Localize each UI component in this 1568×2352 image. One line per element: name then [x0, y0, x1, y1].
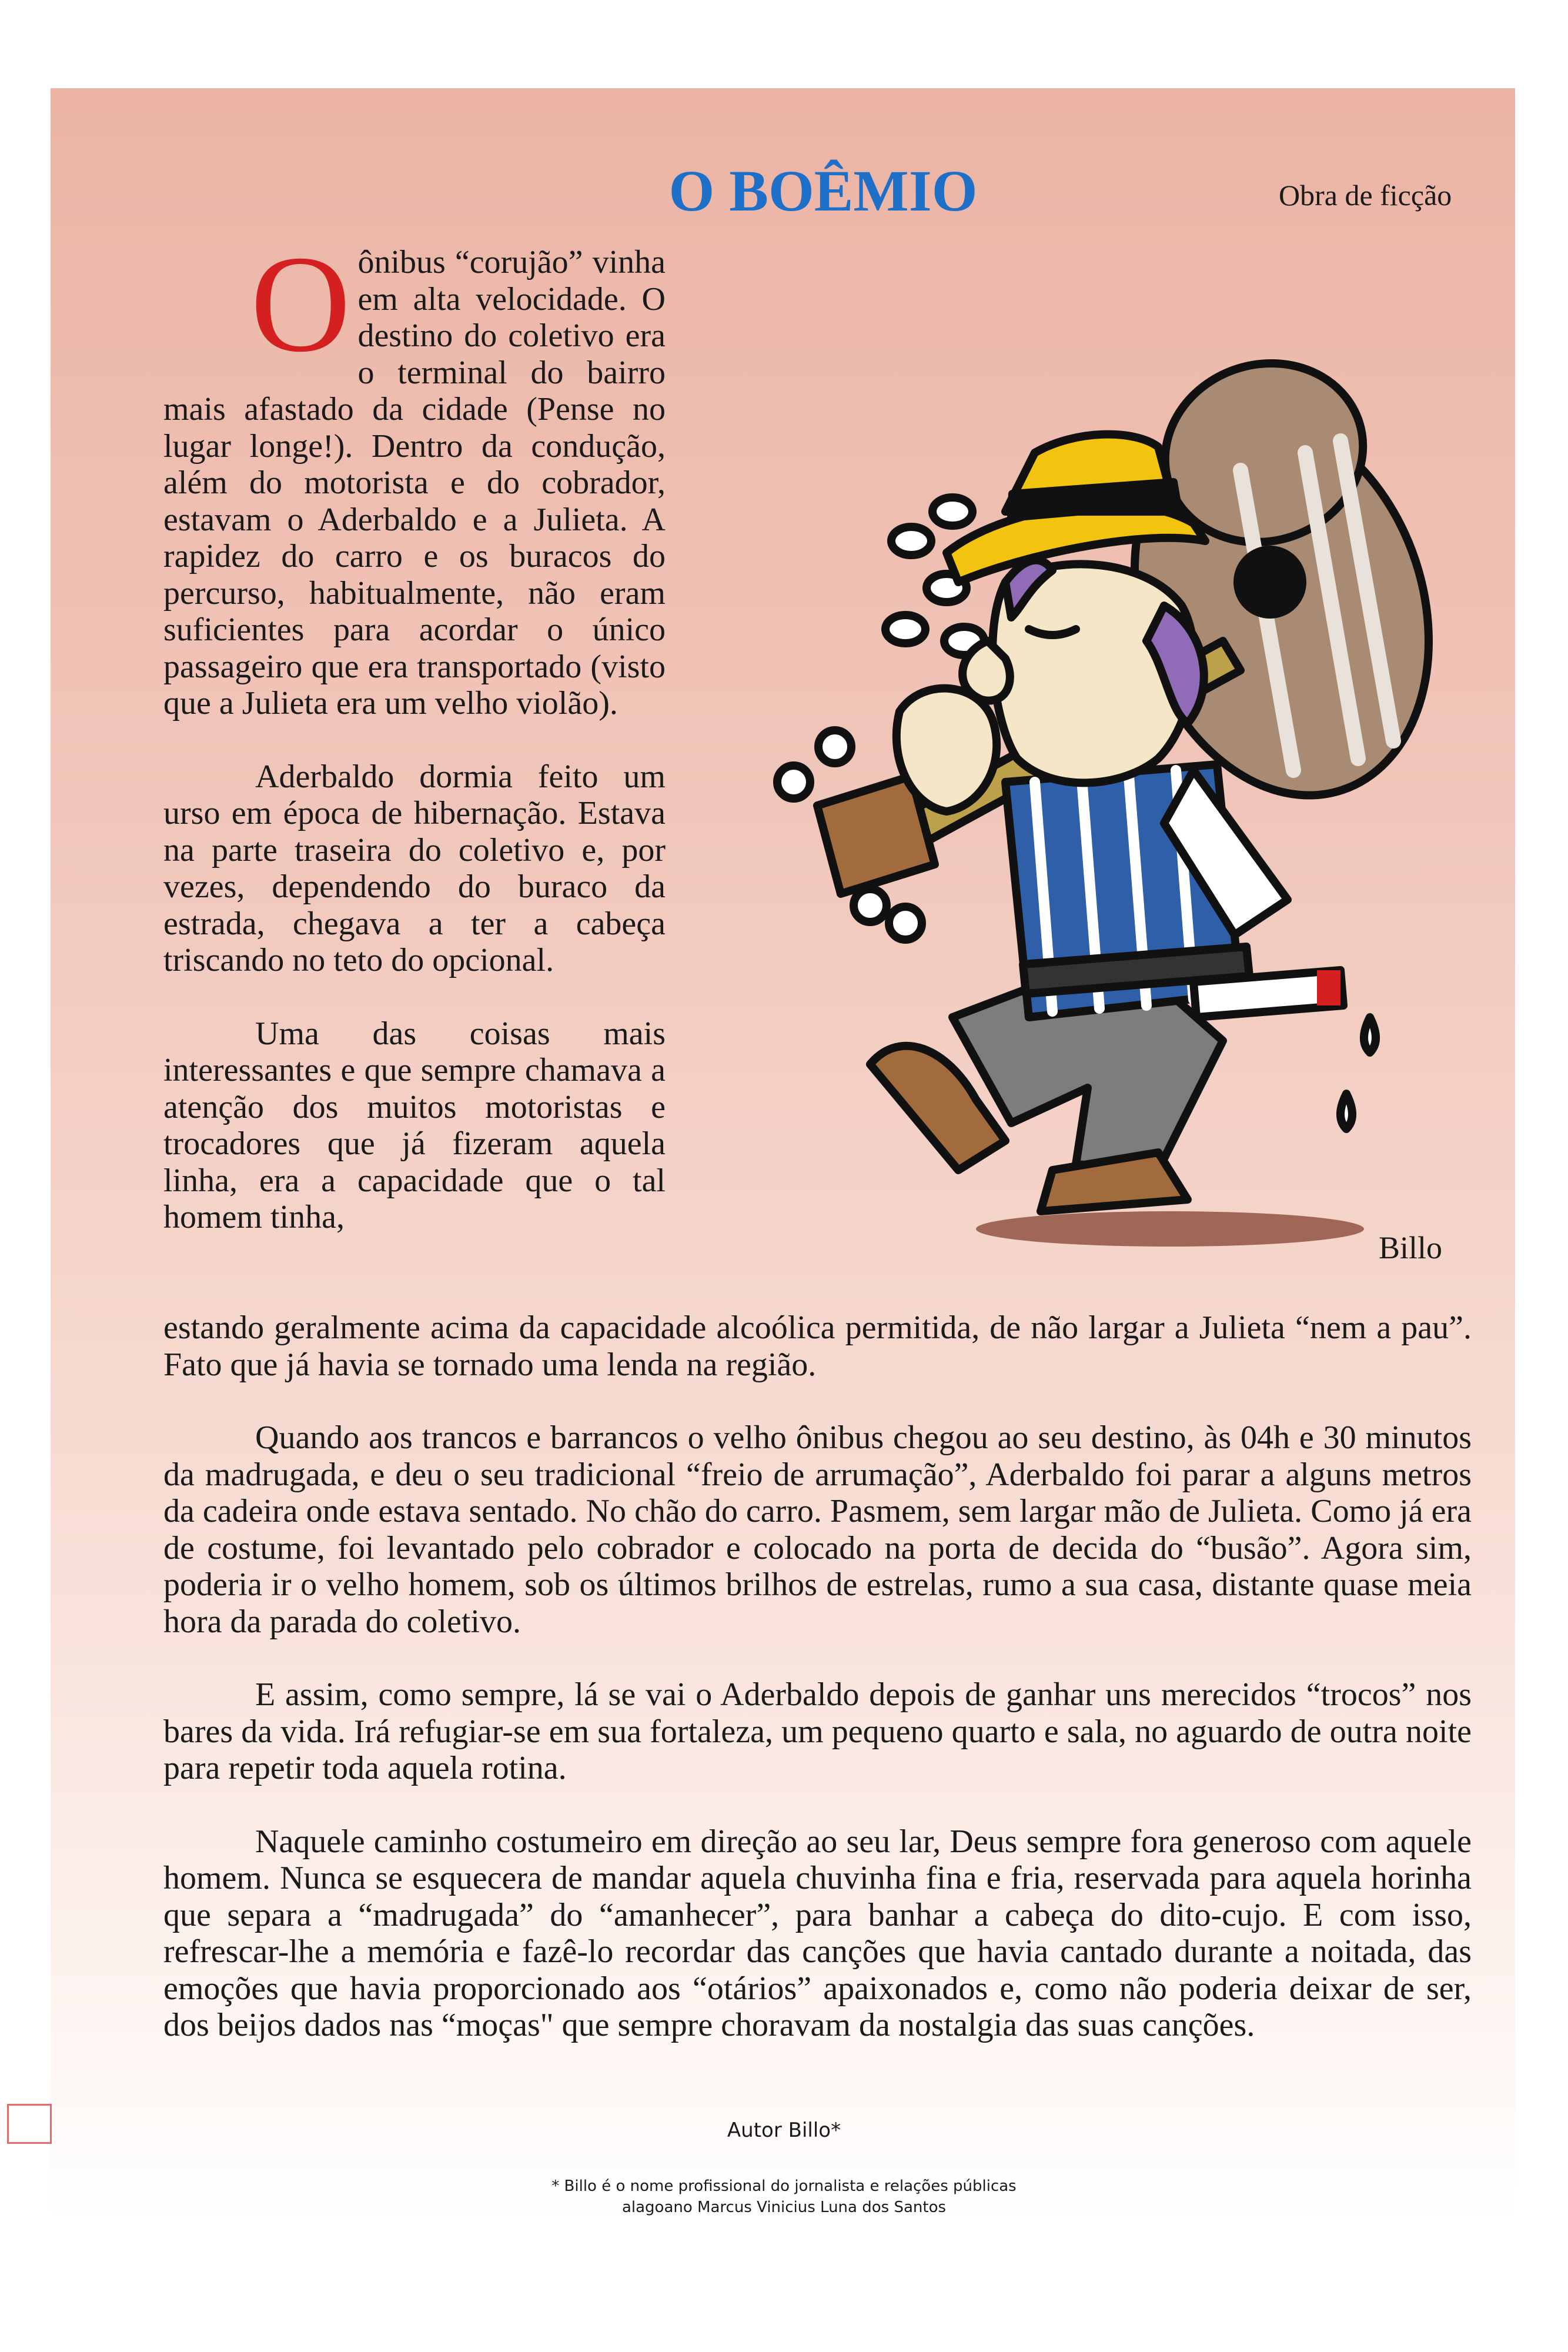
corner-mark	[7, 2104, 52, 2144]
paragraph: Aderbaldo dormia feito um urso em época de hibernação. Estava na parte traseira do coletivo e, por vezes, dependendo do buraco da estrada, chegava a ter a cabeça triscando no teto do opcional.	[163, 758, 666, 978]
author-line: Autor Billo*	[727, 2119, 841, 2142]
paragraph: Quando aos trancos e barrancos o velho ônibus chegou ao seu destino, às 04h e 30 minutos da madrugada, e deu o seu tradicional “freio de arrumação”, Aderbaldo foi parar a alguns metros da cadeira onde estava sentado. No chão do carro. Pasmem, sem largar mão de Julieta. Como já era de costume, foi levantado pelo cobrador e colocado na porta de decida do “busão”. Agora sim, poderia ir o velho homem, sob os últimos brilhos de estrelas, rumo a sua casa, distante quase meia hora da parada do coletivo.	[163, 1419, 1472, 1640]
drop-cap: O	[250, 228, 351, 381]
full-width-text	[163, 1309, 1472, 2080]
footnote-line: alagoano Marcus Vinicius Luna dos Santos	[621, 2199, 947, 2216]
paragraph: Uma das coisas mais interessantes e que sempre chamava a atenção dos muitos motoristas e trocadores que já fizeram aquela linha, era a capacidade que o tal homem tinha,	[163, 1015, 666, 1235]
boemio-illustration	[676, 276, 1487, 1252]
footnote	[0, 2176, 1568, 2218]
paragraph: Naquele caminho costumeiro em direção ao seu lar, Deus sempre fora generoso com aquele homem. Nunca se esquecera de mandar aquela chuvinha fina e fria, reservada para aquela horinha que separa a “madrugada” do “amanhecer”, para banhar a cabeça do dito-cujo. E com isso, refrescar-lhe a memória e fazê-lo recordar das canções que havia cantado durante a noitada, das emoções que havia proporcionado aos “otários” apaixonados e, como não poderia deixar de ser, dos beijos dados nas “moças" que sempre choravam da nostalgia das suas canções.	[163, 1823, 1472, 2043]
illustration-credit: Billo	[1379, 1230, 1443, 1265]
footnote-line: * Billo é o nome profissional do jornalista e relações públicas	[551, 2177, 1017, 2195]
paragraph-text: ônibus “corujão” vinha em alta velocidade. O destino do coletivo era o terminal do bairro mais afastado da cidade (Pense no lugar longe!). Dentro da condução, além do motorista e do cobrador, estavam o Aderbaldo e a Julieta. A rapidez do carro e os buracos do percurso, habitualmente, não eram suficientes para acordar o único passageiro que era transportado (visto que a Julieta era um velho violão).	[163, 244, 666, 721]
paragraph	[163, 228, 666, 722]
column-text	[163, 228, 666, 1236]
article-subtitle: Obra de ficção	[1279, 179, 1452, 212]
paragraph: estando geralmente acima da capacidade alcoólica permitida, de não largar a Julieta “nem a pau”. Fato que já havia se tornado uma lenda na região.	[163, 1309, 1472, 1383]
paragraph: E assim, como sempre, lá se vai o Aderbaldo depois de ganhar uns merecidos “trocos” nos bares da vida. Irá refugiar-se em sua fortaleza, um pequeno quarto e sala, no aguardo de outra noite para repetir toda aquela rotina.	[163, 1676, 1472, 1786]
article-title: O BOÊMIO	[668, 158, 978, 223]
